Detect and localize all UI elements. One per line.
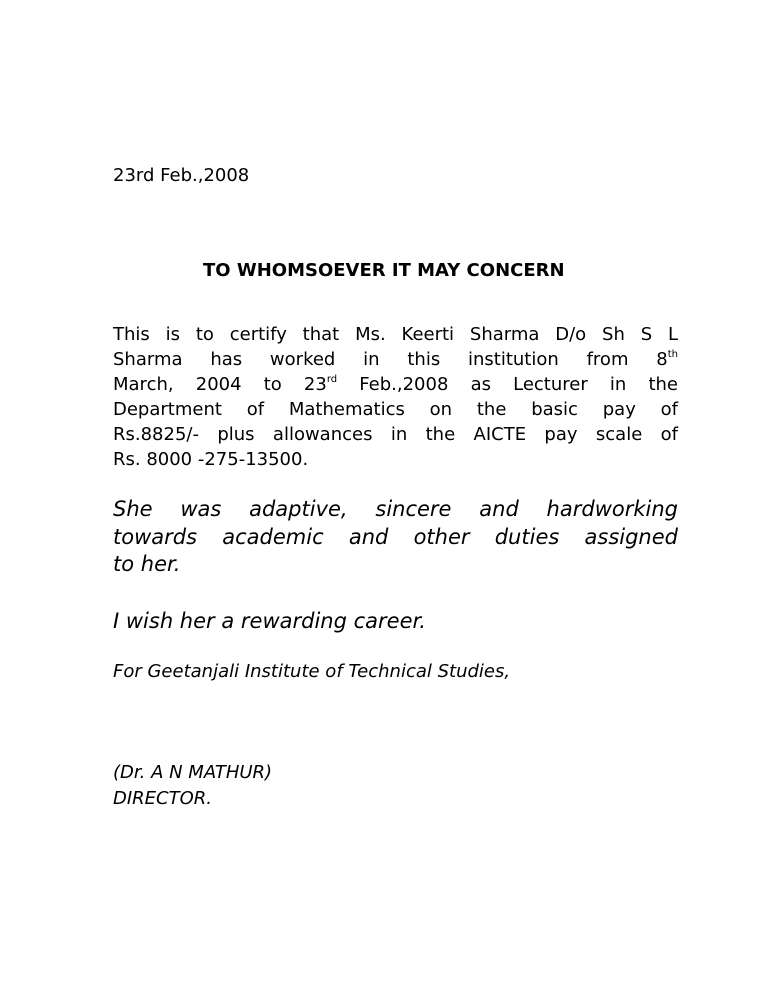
for-institution: For Geetanjali Institute of Technical Studies,	[113, 661, 511, 682]
signatory-name: (Dr. A N MATHUR)	[113, 762, 273, 783]
letter-heading: TO WHOMSOEVER IT MAY CONCERN	[203, 260, 565, 281]
wish-line: I wish her a rewarding career.	[113, 609, 426, 633]
certificate-line-3-b: Feb.,2008 as Lecturer in the	[337, 374, 679, 395]
signature-block	[113, 760, 272, 812]
signatory-title: DIRECTOR.	[113, 788, 213, 809]
certificate-line-2	[113, 347, 678, 372]
certificate-line-1: This is to certify that Ms. Keerti Sharma D/o Sh S L	[113, 324, 678, 345]
certificate-line-6: Rs. 8000 -275-13500.	[113, 449, 309, 470]
remarks-line-1: She was adaptive, sincere and hardworking	[113, 497, 678, 521]
certificate-paragraph	[113, 322, 678, 472]
letter-date: 23rd Feb.,2008	[113, 165, 250, 186]
certificate-line-3	[113, 372, 678, 397]
certificate-line-3-a: March, 2004 to 23	[113, 374, 327, 395]
remarks-line-2: towards academic and other duties assigned	[113, 524, 678, 549]
ordinal-suffix: rd	[326, 374, 338, 385]
remarks-paragraph	[113, 496, 678, 579]
certificate-line-4: Department of Mathematics on the basic pay of	[113, 399, 678, 420]
certificate-line-5: Rs.8825/- plus allowances in the AICTE pay scale of	[113, 424, 678, 445]
certificate-line-2-text: Sharma has worked in this institution from 8	[113, 349, 668, 370]
remarks-line-3: to her.	[113, 552, 181, 576]
ordinal-suffix: th	[667, 349, 678, 360]
